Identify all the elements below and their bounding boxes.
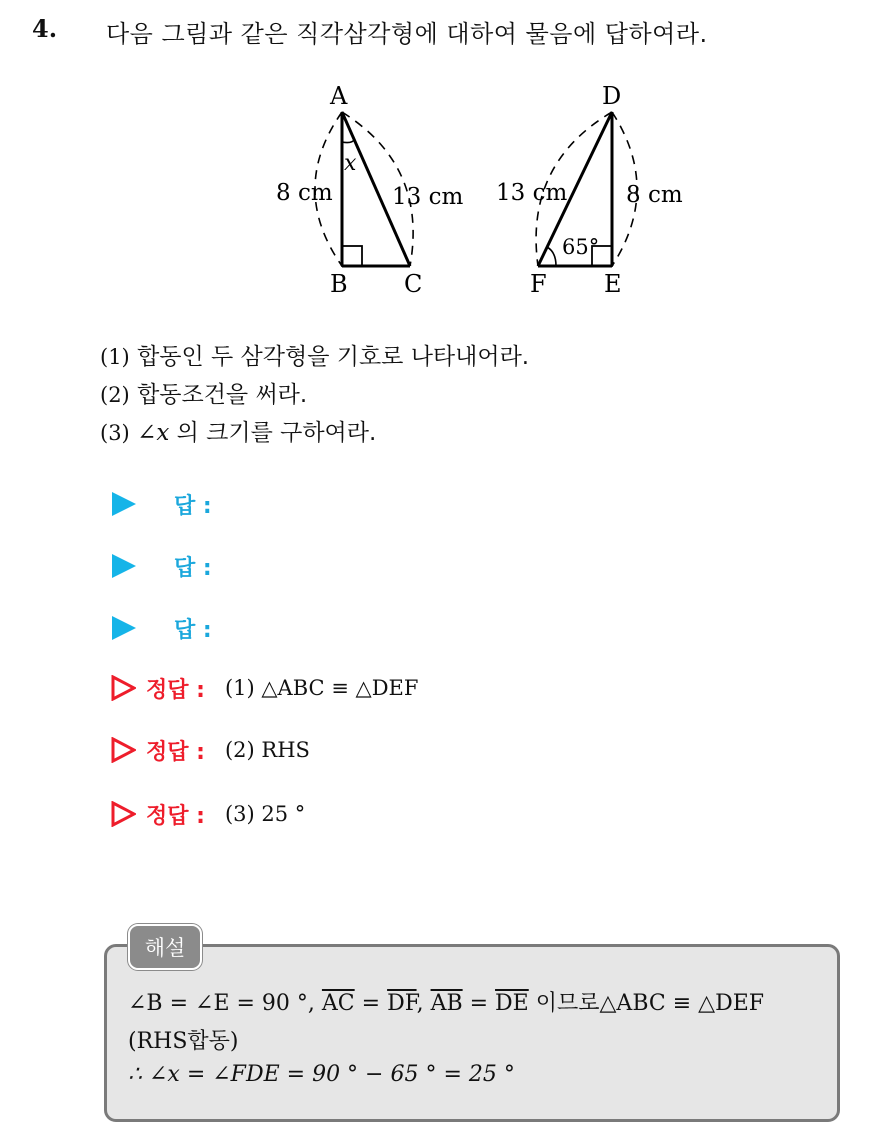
answer-label: 답 : (174, 617, 212, 643)
play-arrow-icon (112, 492, 136, 516)
subquestion-3-angle: ∠x (137, 420, 170, 446)
explanation-line-3: ∴ ∠x = ∠FDE = 90 ° − 65 ° = 25 ° (128, 1062, 515, 1087)
segment-df: $\overline{DF}$ (387, 991, 417, 1016)
key-2-value (225, 738, 310, 762)
key-label: 정답 : (146, 803, 205, 829)
subquestion-3-text: 의 크기를 구하여라. (176, 420, 377, 446)
expl-suffix: 이므로 (535, 991, 600, 1016)
subquestion-1 (100, 338, 529, 371)
key-label: 정답 : (146, 739, 205, 765)
vertex-f: F (530, 270, 547, 298)
outline-triangle-arrow-icon (110, 737, 136, 763)
subquestion-2 (100, 376, 307, 409)
key-3-value (225, 802, 305, 826)
answer-row-2[interactable] (112, 548, 212, 584)
subquestion-1-text: 합동인 두 삼각형을 기호로 나타내어라. (137, 344, 530, 370)
expl-eq: = (354, 991, 388, 1016)
side-ab-label: 8 cm (276, 180, 333, 206)
key-row-2 (110, 732, 310, 768)
key-row-1 (110, 670, 418, 706)
key-1-text: △ABC ≡ △DEF (261, 676, 419, 700)
vertex-a: A (330, 82, 348, 110)
segment-de: $\overline{DE}$ (495, 991, 529, 1016)
subquestion-1-number: (1) (100, 345, 130, 369)
question-text: 다음 그림과 같은 직각삼각형에 대하여 물음에 답하여라. (106, 20, 708, 48)
side-de-label: 8 cm (626, 182, 683, 208)
answer-row-3[interactable] (112, 610, 212, 646)
angle-x-label: x (344, 151, 357, 176)
outline-triangle-arrow-icon (110, 801, 136, 827)
expl-comma: , (416, 991, 431, 1016)
expl-paren: ) (229, 1029, 239, 1054)
segment-ac: $\overline{AC}$ (321, 991, 355, 1016)
key-label: 정답 : (146, 677, 205, 703)
key-2-number: (2) (224, 738, 255, 762)
key-3-text: 25 ° (261, 802, 306, 826)
play-arrow-icon (112, 554, 136, 578)
subquestion-2-text: 합동조건을 써라. (137, 382, 308, 408)
subquestion-3-number: (3) (100, 421, 130, 445)
vertex-e: E (604, 270, 622, 298)
expl-angles: ∠B = ∠E = 90 °, (128, 991, 322, 1016)
outline-triangle-arrow-icon (110, 675, 136, 701)
explanation-line-1 (128, 986, 764, 1017)
key-1-value (225, 676, 418, 700)
vertex-c: C (404, 270, 423, 298)
expl-congruence: △ABC ≡ △DEF (599, 991, 765, 1016)
expl-rhs: (RHS (128, 1029, 188, 1054)
answer-label: 답 : (174, 493, 212, 519)
expl-eq: = (462, 991, 496, 1016)
answer-label: 답 : (174, 555, 212, 581)
key-2-text: RHS (261, 738, 310, 762)
triangles-figure (260, 76, 700, 306)
question-number: 4. (32, 14, 58, 43)
key-3-number: (3) (224, 802, 255, 826)
explanation-line-2 (128, 1024, 239, 1055)
side-df-label: 13 cm (496, 180, 568, 206)
subquestion-2-number: (2) (100, 383, 130, 407)
key-row-3 (110, 796, 305, 832)
expl-congruent-word: 합동 (187, 1029, 230, 1054)
explanation-tab: 해설 (128, 924, 202, 970)
segment-ab: $\overline{AB}$ (430, 991, 463, 1016)
vertex-d: D (602, 82, 622, 110)
angle-65-label: 65° (562, 235, 600, 259)
answer-row-1[interactable] (112, 486, 212, 522)
side-ac-label: 13 cm (392, 184, 464, 210)
play-arrow-icon (112, 616, 136, 640)
vertex-b: B (330, 270, 348, 298)
key-1-number: (1) (224, 676, 255, 700)
subquestion-3 (100, 414, 376, 447)
